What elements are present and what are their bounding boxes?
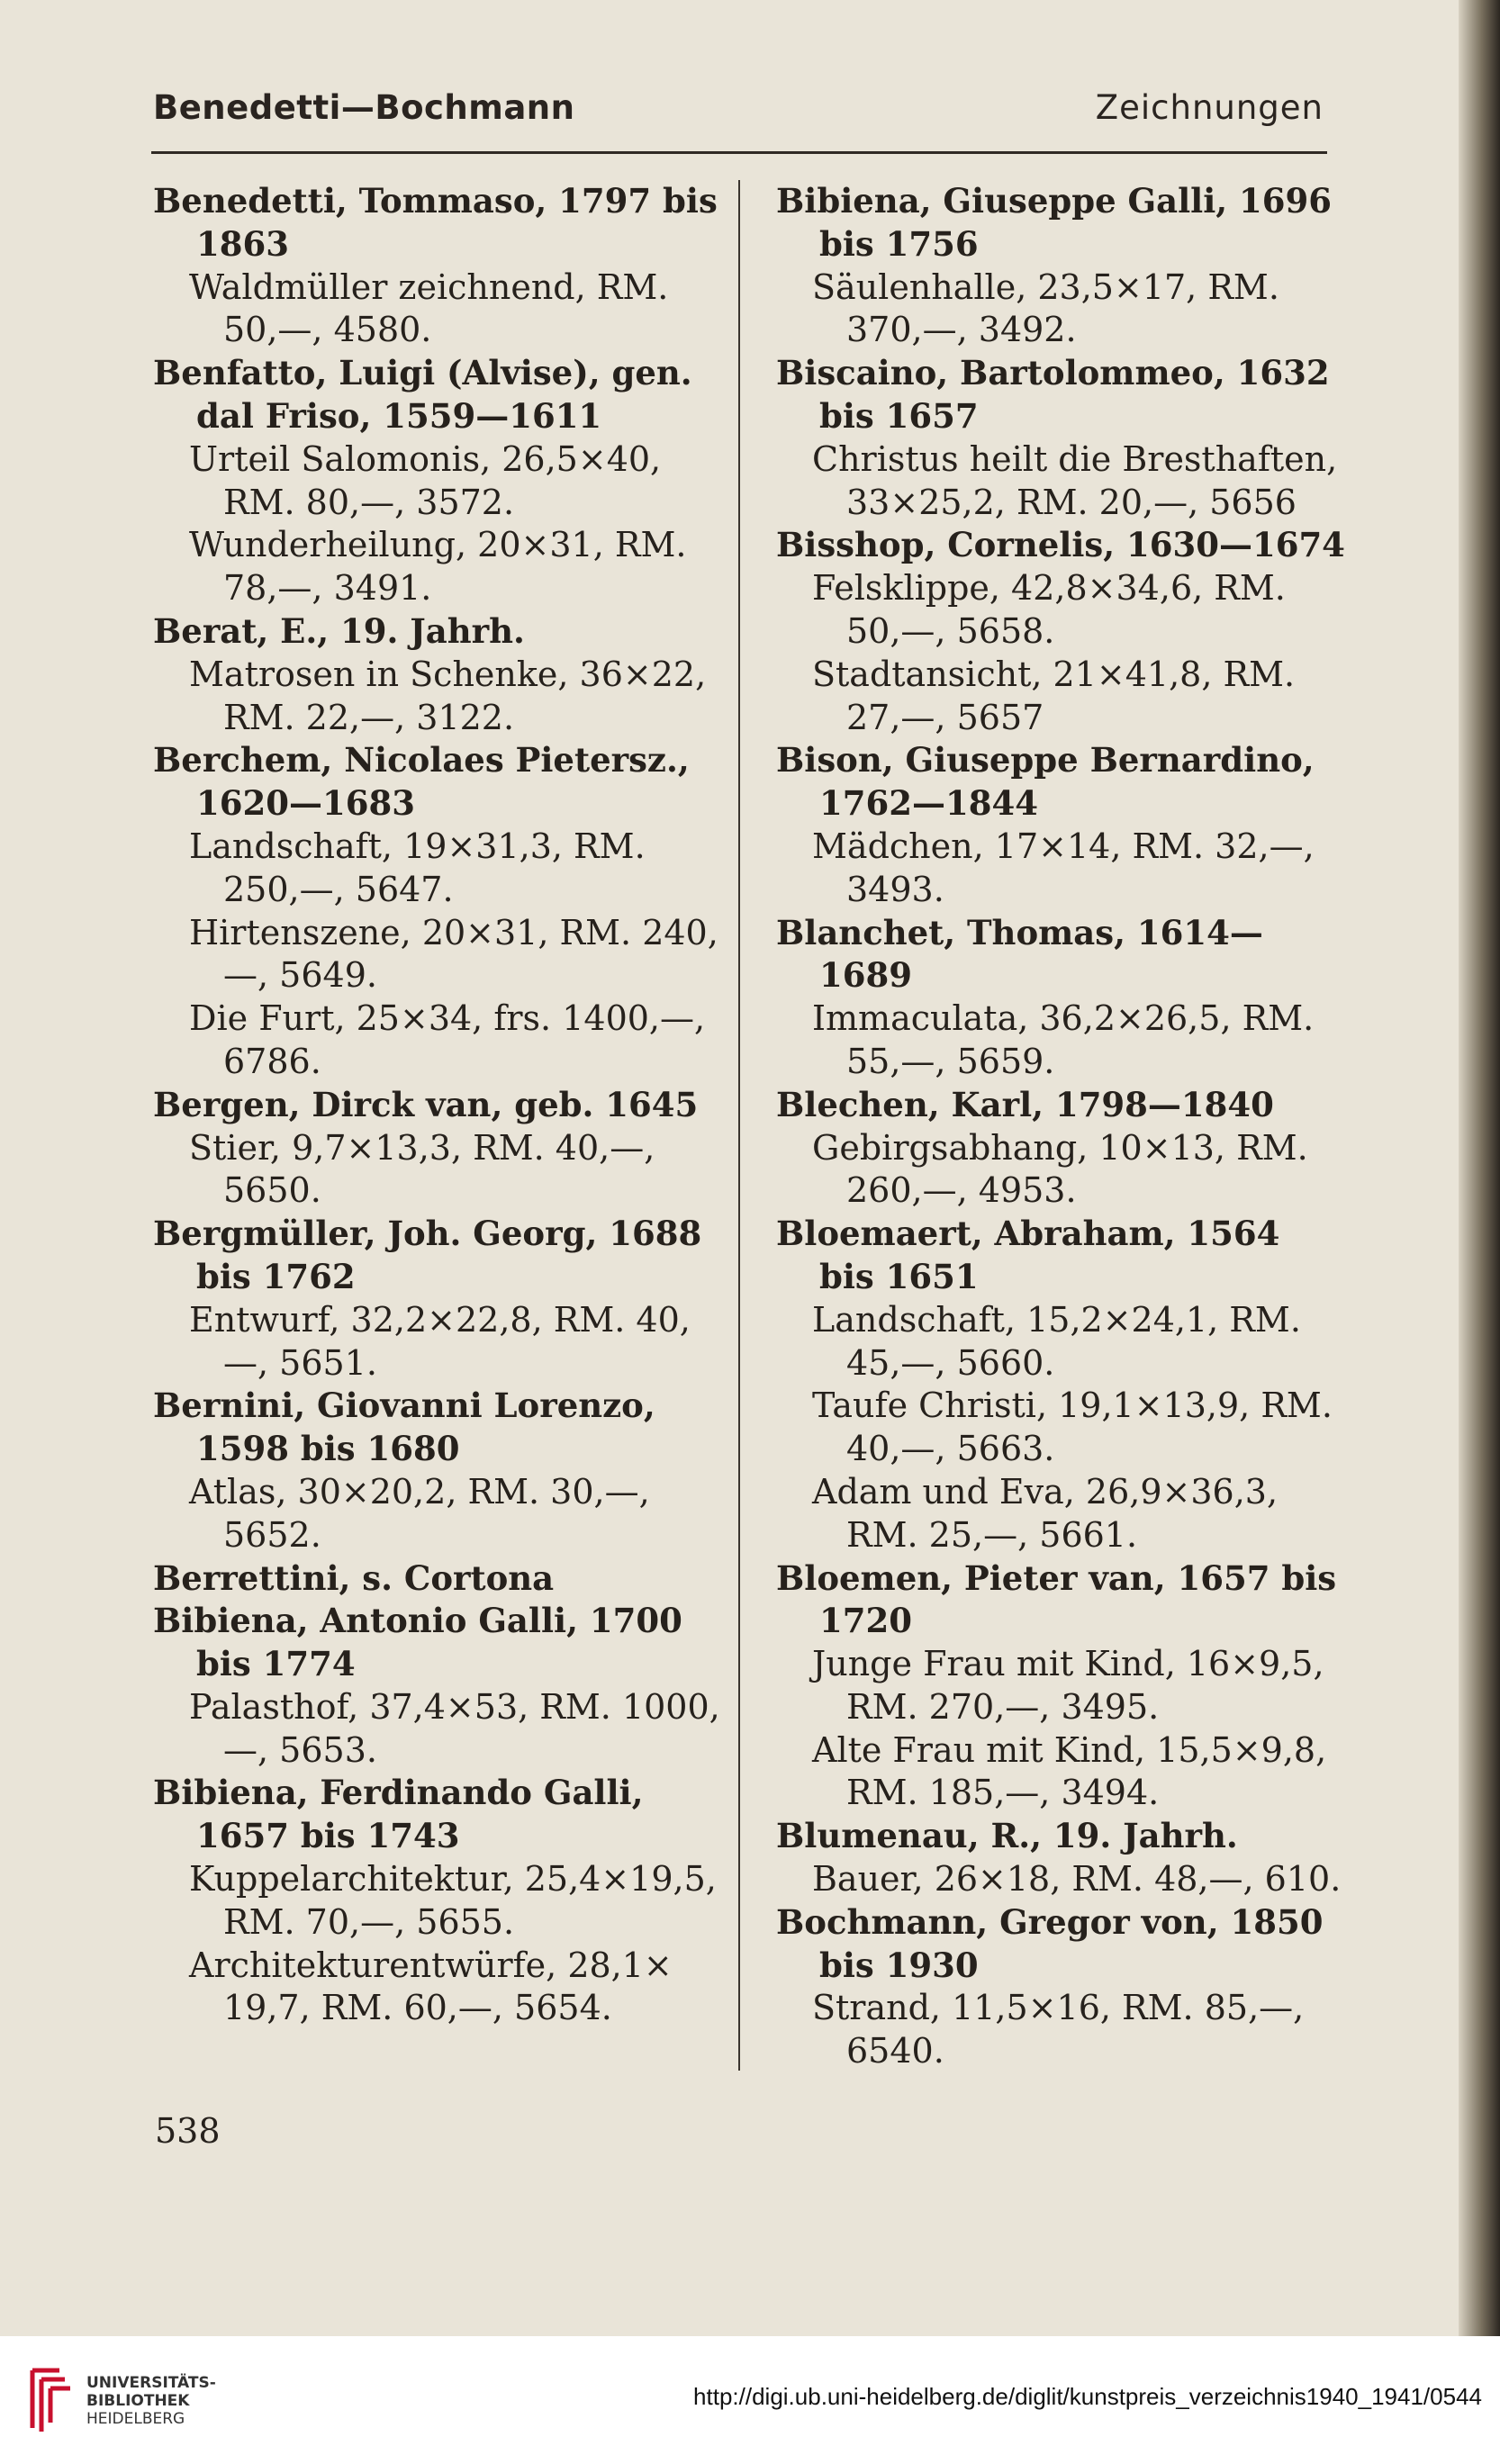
artwork-entry: Entwurf, 32,2×22,8, RM. 40,—, 5651. xyxy=(189,1299,691,1383)
artist-entry: Berat, E., 19. Jahrh. xyxy=(153,610,525,651)
artwork-entry: Architekturentwürfe, 28,1× 19,7, RM. 60,—, 5654. xyxy=(189,1945,673,2028)
artwork-entry: Strand, 11,5×16, RM. 85,—, 6540. xyxy=(812,1988,1305,2071)
header-right-title: Zeichnungen xyxy=(1095,88,1324,127)
source-url-link[interactable]: http://digi.ub.uni-heidelberg.de/diglit/kunstpreis_verzeichnis1940_1941/0544 xyxy=(693,2383,1482,2410)
artist-entry: Bison, Giuseppe Bernardino, 1762—1844 xyxy=(776,740,1315,824)
artwork-entry: Gebirgsabhang, 10×13, RM. 260,—, 4953. xyxy=(812,1127,1308,1211)
artist-entry: Blumenau, R., 19. Jahrh. xyxy=(776,1816,1238,1856)
artwork-entry: Adam und Eva, 26,9×36,3, RM. 25,—, 5661. xyxy=(812,1471,1279,1555)
header-rule xyxy=(151,151,1327,154)
artwork-entry: Taufe Christi, 19,1×13,9, RM. 40,—, 5663. xyxy=(812,1385,1333,1469)
artwork-entry: Immaculata, 36,2×26,5, RM. 55,—, 5659. xyxy=(812,998,1315,1081)
library-logo-icon xyxy=(20,2363,74,2435)
artwork-entry: Atlas, 30×20,2, RM. 30,—, 5652. xyxy=(189,1471,650,1555)
artwork-entry: Säulenhalle, 23,5×17, RM. 370,—, 3492. xyxy=(812,266,1279,350)
artwork-entry: Palasthof, 37,4×53, RM. 1000,—, 5653. xyxy=(189,1686,720,1770)
artwork-entry: Stier, 9,7×13,3, RM. 40,—, 5650. xyxy=(189,1127,655,1211)
artist-entry: Berrettini, s. Cortona xyxy=(153,1557,555,1598)
logo-line-3: HEIDELBERG xyxy=(86,2410,185,2428)
artwork-entry: Landschaft, 19×31,3, RM. 250,—, 5647. xyxy=(189,826,646,909)
header-left-title: Benedetti—Bochmann xyxy=(153,88,575,127)
artwork-entry: Matrosen in Schenke, 36×22, RM. 22,—, 3122. xyxy=(189,654,707,737)
artist-entry: Bibiena, Giuseppe Galli, 1696 bis 1756 xyxy=(776,181,1333,264)
page-number: 538 xyxy=(155,2111,221,2151)
library-logo-text xyxy=(86,2374,216,2428)
page-edge-shadow xyxy=(1459,0,1500,2336)
artwork-entry: Kuppelarchitektur, 25,4×19,5, RM. 70,—, 5655. xyxy=(189,1859,717,1942)
artwork-entry: Landschaft, 15,2×24,1, RM. 45,—, 5660. xyxy=(812,1299,1301,1383)
artwork-entry: Stadtansicht, 21×41,8, RM. 27,—, 5657 xyxy=(812,654,1296,737)
footer-bar xyxy=(0,2336,1500,2464)
artwork-entry: Mädchen, 17×14, RM. 32,—, 3493. xyxy=(812,826,1315,909)
artist-entry: Bibiena, Antonio Galli, 1700 bis 1774 xyxy=(153,1601,682,1684)
artist-entry: Blanchet, Thomas, 1614—1689 xyxy=(776,912,1263,996)
artwork-entry: Hirtenszene, 20×31, RM. 240,—, 5649. xyxy=(189,912,718,996)
artist-entry: Bochmann, Gregor von, 1850 bis 1930 xyxy=(776,1901,1324,1985)
artwork-entry: Felsklippe, 42,8×34,6, RM. 50,—, 5658. xyxy=(812,568,1286,651)
column-divider xyxy=(738,180,740,2071)
right-column xyxy=(776,180,1345,2073)
artist-entry: Benedetti, Tommaso, 1797 bis 1863 xyxy=(153,181,718,264)
artist-entry: Bergmüller, Joh. Georg, 1688 bis 1762 xyxy=(153,1214,702,1296)
artist-entry: Bloemaert, Abraham, 1564 bis 1651 xyxy=(776,1214,1280,1296)
artist-entry: Benfatto, Luigi (Alvise), gen. dal Friso, 1559—1611 xyxy=(153,353,692,436)
artist-entry: Bernini, Giovanni Lorenzo, 1598 bis 1680 xyxy=(153,1385,655,1469)
artwork-entry: Junge Frau mit Kind, 16×9,5, RM. 270,—, 3495. xyxy=(812,1644,1324,1727)
artwork-entry: Christus heilt die Bresthaften, 33×25,2, RM. 20,—, 5656 xyxy=(812,438,1338,522)
artwork-entry: Die Furt, 25×34, frs. 1400,—, 6786. xyxy=(189,998,706,1081)
artist-entry: Berchem, Nicolaes Pietersz., 1620—1683 xyxy=(153,740,690,824)
logo-line-2: BIBLIOTHEK xyxy=(86,2392,190,2410)
artist-entry: Biscaino, Bartolommeo, 1632 bis 1657 xyxy=(776,353,1330,436)
artwork-entry: Bauer, 26×18, RM. 48,—, 610. xyxy=(812,1859,1342,1900)
artwork-entry: Alte Frau mit Kind, 15,5×9,8, RM. 185,—, 3494. xyxy=(812,1729,1327,1813)
artist-entry: Bisshop, Cornelis, 1630—1674 xyxy=(776,525,1345,565)
artwork-entry: Wunderheilung, 20×31, RM. 78,—, 3491. xyxy=(189,525,687,609)
artist-entry: Blechen, Karl, 1798—1840 xyxy=(776,1084,1274,1124)
left-column xyxy=(153,180,722,2030)
logo-line-1: UNIVERSITÄTS- xyxy=(86,2374,216,2392)
running-header xyxy=(153,88,1324,151)
artwork-entry: Waldmüller zeichnend, RM. 50,—, 4580. xyxy=(189,266,669,350)
artist-entry: Bloemen, Pieter van, 1657 bis 1720 xyxy=(776,1557,1337,1641)
artist-entry: Bergen, Dirck van, geb. 1645 xyxy=(153,1084,699,1124)
artist-entry: Bibiena, Ferdinando Galli, 1657 bis 1743 xyxy=(153,1773,644,1856)
artwork-entry: Urteil Salomonis, 26,5×40, RM. 80,—, 3572. xyxy=(189,438,662,522)
